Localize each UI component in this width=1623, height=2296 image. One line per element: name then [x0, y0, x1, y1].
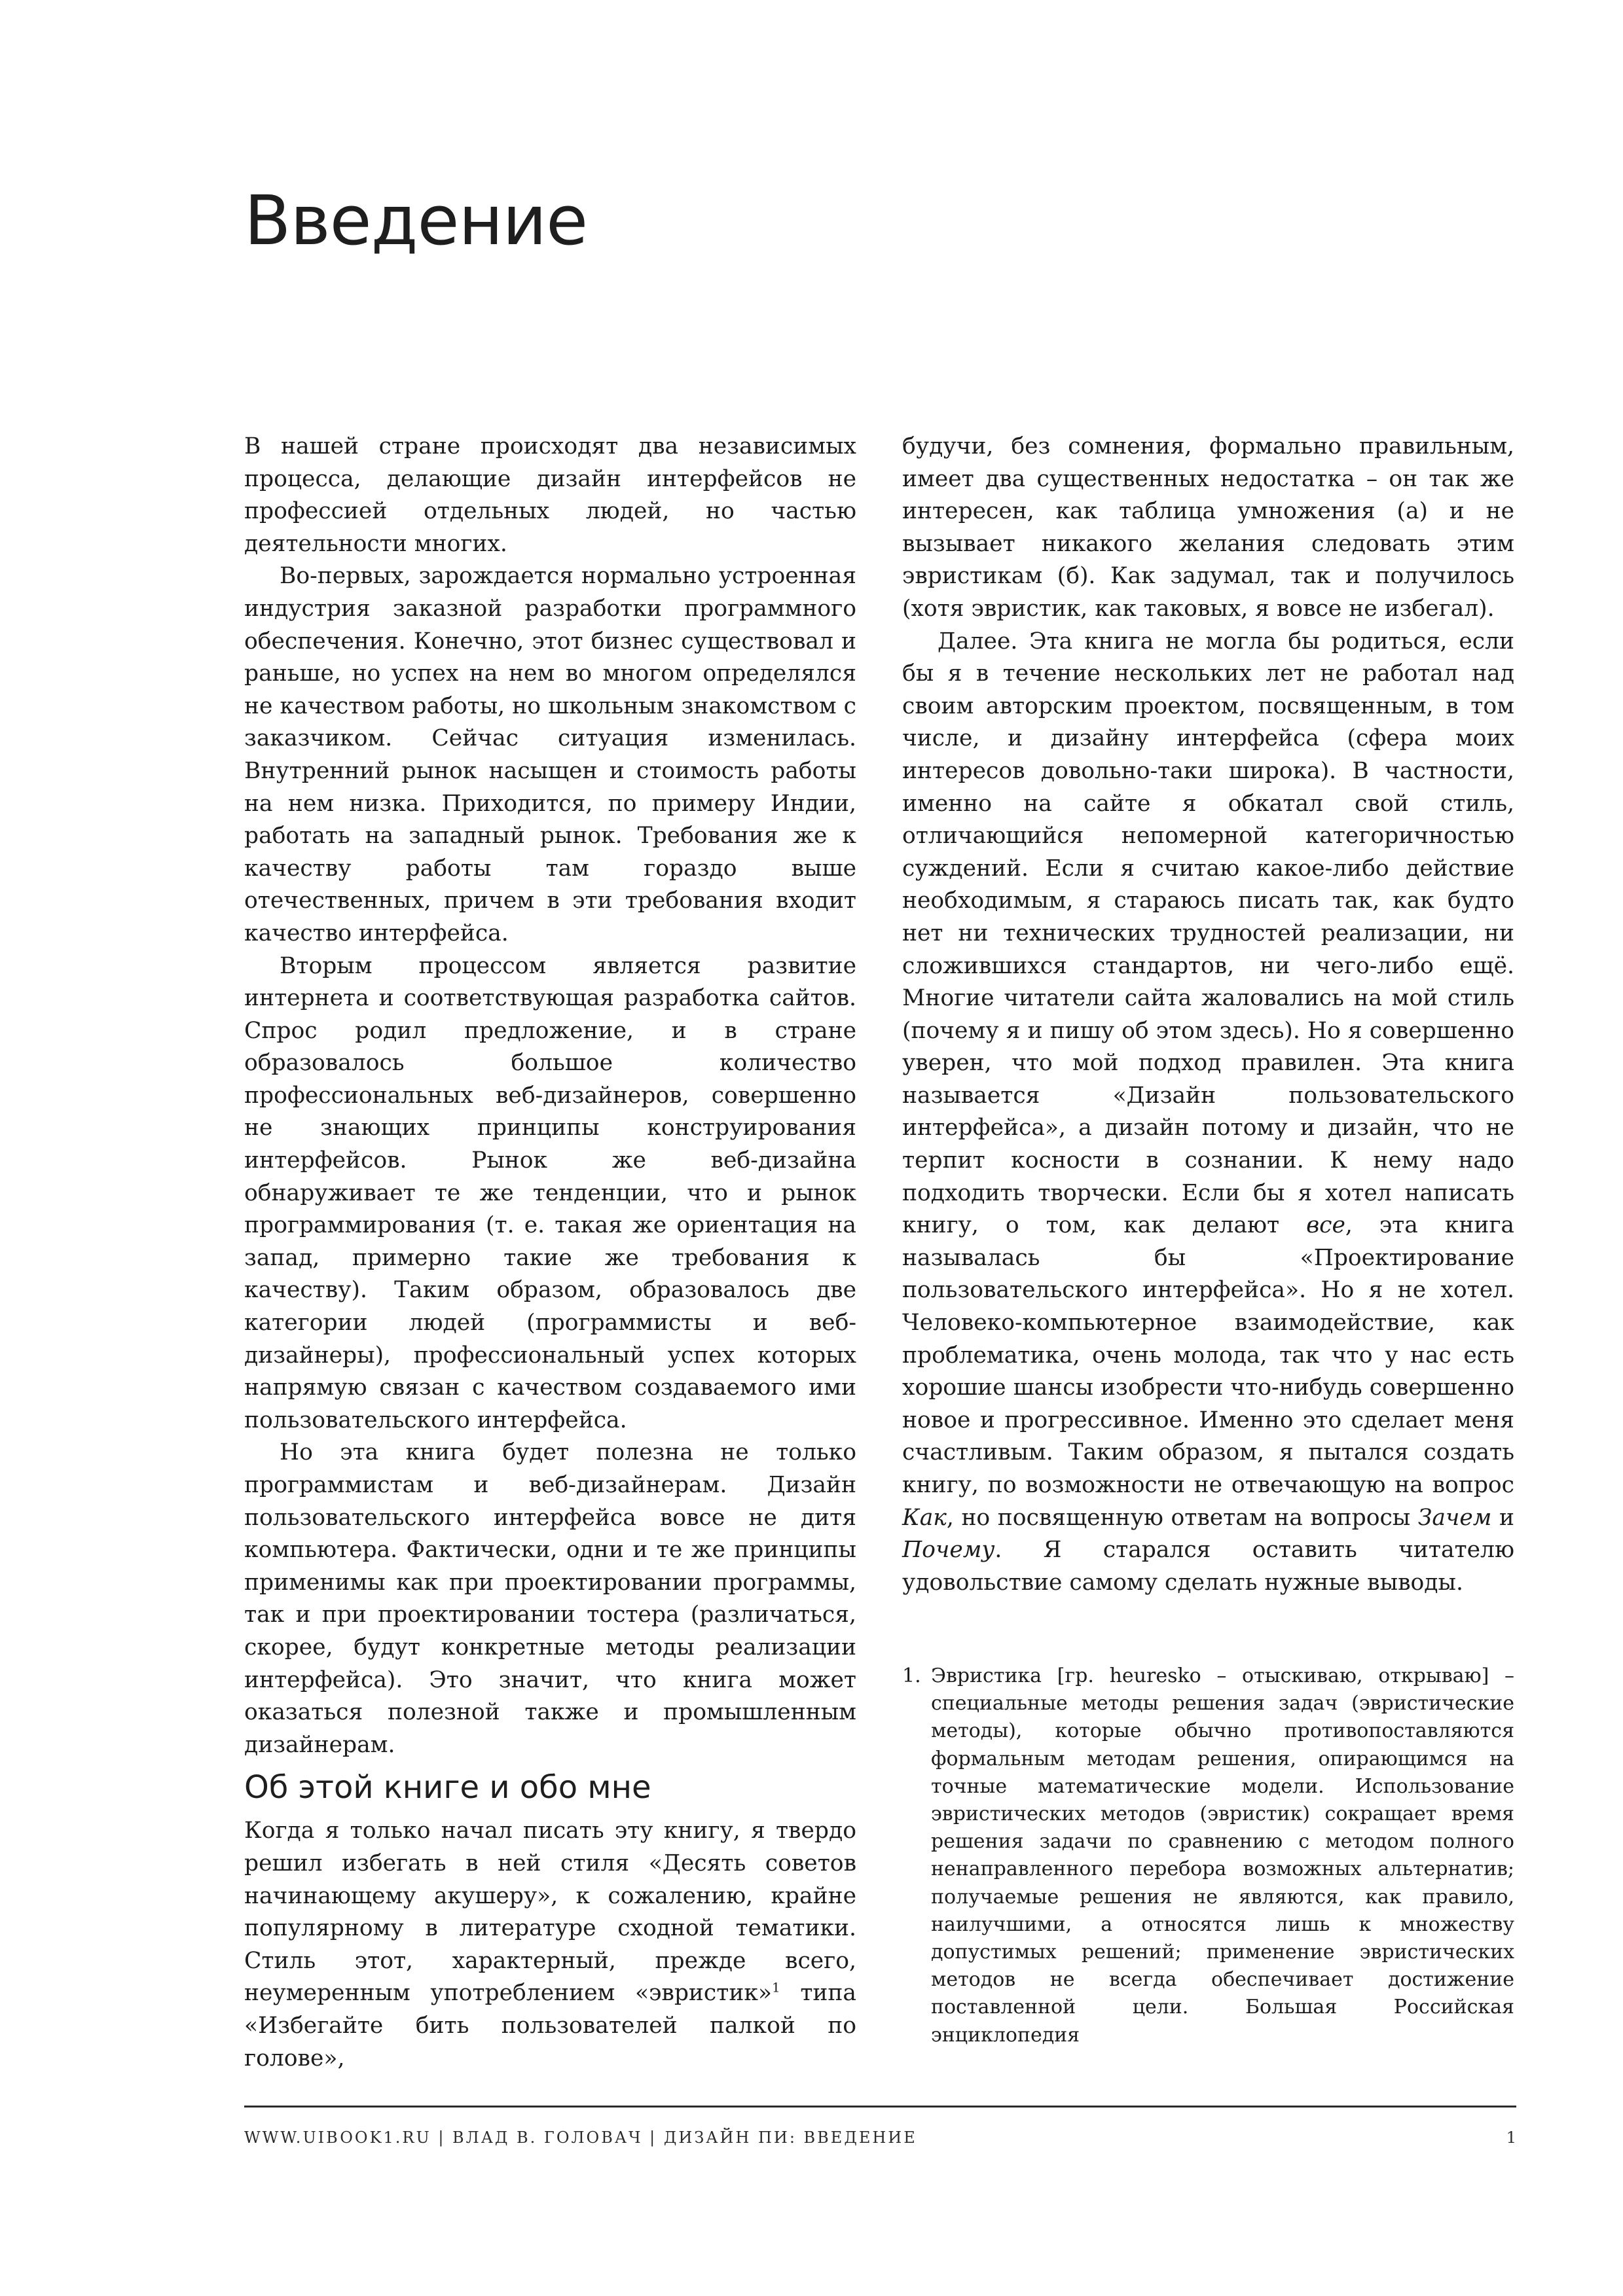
running-head: WWW.UIBOOK1.RU | ВЛАД В. ГОЛОВАЧ | ДИЗАЙН ПИ: ВВЕДЕНИЕ	[244, 2128, 917, 2147]
section-paragraph-text: типа «Избегайте бить пользователей палкой по голове»,	[244, 1980, 856, 2072]
body-paragraph: Вторым процессом является развитие интернета и соответствующая разработка сайтов. Спрос родил предложение, и в стране образовалось большое количество профессиональных веб-дизайнеров, совершенно не знающих принципы конструирования интерфейсов. Рынок же веб-дизайна обнаруживает те же тенденции, что и рынок программирования (т. е. такая же ориентация на запад, примерно такие же требования к качеству). Таким образом, образовалось две категории людей (программисты и веб-дизайнеры), профессиональный успех которых напрямую связан с качеством создаваемого ими пользовательского интерфейса.	[244, 952, 856, 1433]
footnotes	[902, 1662, 1514, 2049]
page-title: Введение	[244, 181, 588, 260]
paragraph-text: . Я старался оставить читателю удовольствие самому сделать нужные выводы.	[902, 1537, 1514, 1596]
footnote-text: Эвристика [гр. heuresko – отыскиваю, открываю] – специальные методы решения задач (эвристические методы), которые обычно противопоставляются формальным методам решения, опирающимся на точные математические модели. Использование эвристических методов (эвристик) сокращает время решения задачи по сравнению с методом полного ненаправленного перебора возможных альтернатив; получаемые решения не являются, как правило, наилучшими, а относятся лишь к множеству допустимых решений; применение эвристических методов не всегда обеспечивает достижение поставленной цели. Большая Российская энциклопедия	[931, 1664, 1514, 2047]
paragraph-text: , эта книга называлась бы «Проектирование пользовательского интерфейса». Но я не хотел. Человеко-компьютерное взаимодействие, как проблематика, очень молода, так что у нас есть хорошие шансы изобрести что-нибудь совершенно новое и прогрессивное. Именно это сделает меня счастливым. Таким образом, я пытался создать книгу, по возможности не отвечающую на вопрос	[902, 1212, 1514, 1498]
body-paragraph: Но эта книга будет полезна не только программистам и веб-дизайнерам. Дизайн пользовательского интерфейса вовсе не дитя компьютера. Фактически, одни и те же принципы применимы как при проектировании программы, так и при проектировании тостера (различаться, скорее, будут конкретные методы реализации интерфейса). Это значит, что книга может оказаться полезной также и промышленным дизайнерам.	[244, 1439, 856, 1758]
paragraph-text: , но посвященную ответам на вопросы	[946, 1504, 1418, 1531]
body-paragraph: Во-первых, зарождается нормально устроенная индустрия заказной разработки программного обеспечения. Конечно, этот бизнес существовал и раньше, но успех на нем во многом определялся не качеством работы, но школьным знакомством с заказчиком. Сейчас ситуация изменилась. Внутренний рынок насыщен и стоимость работы на нем низка. Приходится, по примеру Индии, работать на западный рынок. Требования же к качеству работы там гораздо выше отечественных, причем в эти требования входит качество интерфейса.	[244, 563, 856, 946]
page-number: 1	[1506, 2128, 1516, 2147]
page-footer	[244, 2125, 1516, 2151]
emphasis: Почему	[902, 1537, 995, 1564]
emphasis: Как	[902, 1504, 947, 1531]
footer-divider	[244, 2106, 1516, 2108]
footnote-reference-link[interactable]: 1	[771, 1979, 780, 1996]
body-paragraph	[902, 626, 1514, 1600]
emphasis: все	[1306, 1212, 1345, 1239]
footnote-number: 1.	[902, 1664, 921, 1687]
intro-paragraph: В нашей стране происходят два независимых процесса, делающие дизайн интерфейсов не профессией отдельных людей, но частью деятельности многих.	[244, 433, 856, 557]
footnote-item	[902, 1662, 1514, 2049]
continued-paragraph: будучи, без сомнения, формально правильным, имеет два существенных недостатка – он так же интересен, как таблица умножения (а) и не вызывает никакого желания следовать этим эвристикам (б). Как задумал, так и получилось (хотя эвристик, как таковых, я вовсе не избегал).	[902, 433, 1514, 622]
left-column	[244, 431, 856, 2075]
section-heading: Об этой книге и обо мне	[244, 1769, 651, 1806]
right-column	[902, 431, 1514, 1599]
section-paragraph	[244, 1815, 856, 2075]
emphasis: Зачем	[1417, 1504, 1492, 1531]
paragraph-text: Далее. Эта книга не могла бы родиться, если бы я в течение нескольких лет не работал над своим авторским проектом, посвященным, в том числе, и дизайну интерфейса (сфера моих интересов довольно-таки широка). В частности, именно на сайте я обкатал свой стиль, отличающийся непомерной категоричностью суждений. Если я считаю какое-либо действие необходимым, я стараюсь писать так, как будто нет ни технических трудностей реализации, ни сложившихся стандартов, ни чего-либо ещё. Многие читатели сайта жаловались на мой стиль (почему я и пишу об этом здесь). Но я совершенно уверен, что мой подход правилен. Эта книга называется «Дизайн пользовательского интерфейса», а дизайн потому и дизайн, что не терпит косности в сознании. К нему надо подходить творчески. Если бы я хотел написать книгу, о том, как делают	[902, 628, 1514, 1239]
paragraph-text: и	[1491, 1504, 1514, 1531]
section-paragraph-text: Когда я только начал писать эту книгу, я твердо решил избегать в ней стиля «Десять советов начинающему акушеру», к сожалению, крайне популярному в литературе сходной тематики. Стиль этот, характерный, прежде всего, неумеренным употреблением «эвристик»	[244, 1818, 856, 2007]
